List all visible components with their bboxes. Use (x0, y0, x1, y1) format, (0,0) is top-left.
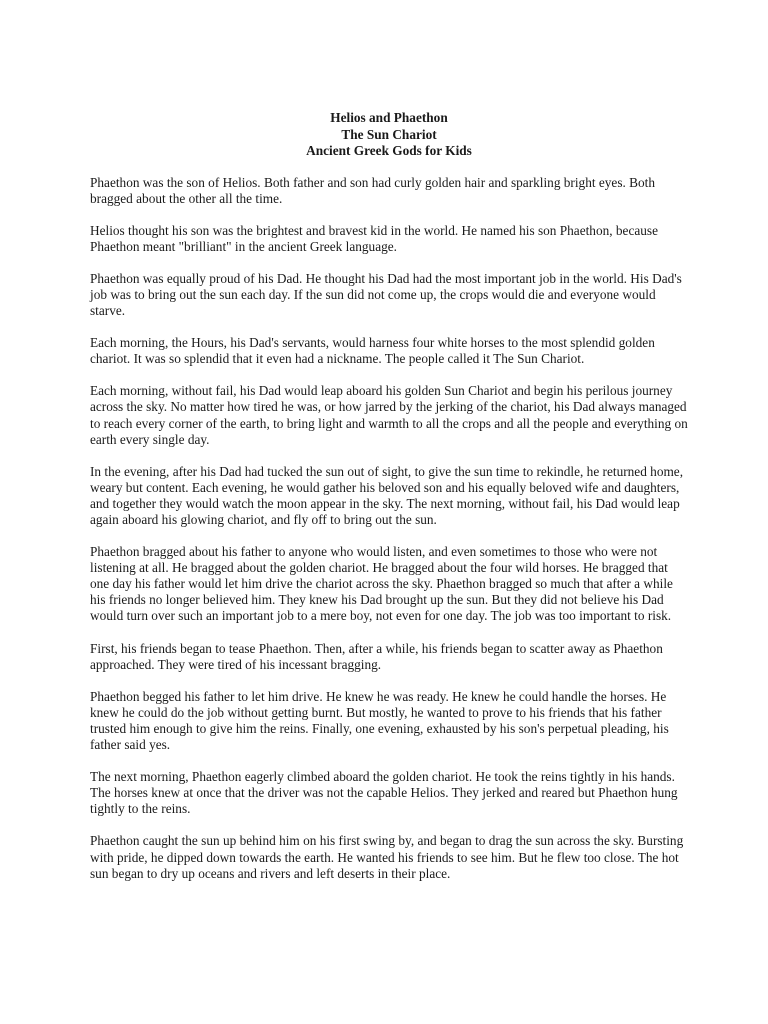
paragraph: First, his friends began to tease Phaethon. Then, after a while, his friends began to scatter away as Phaethon approached. They were tired of his incessant bragging. (90, 640, 663, 672)
document-page (90, 110, 688, 898)
paragraph: Helios thought his son was the brightest and bravest kid in the world. He named his son Phaethon, because Phaethon meant "brilliant" in the ancient Greek language. (90, 222, 658, 254)
paragraph: In the evening, after his Dad had tucked the sun out of sight, to give the sun time to rekindle, he returned home, weary but content. Each evening, he would gather his beloved son and his equally beloved wife and daughters, and together they would watch the moon appear in the sky. The next morning, without fail, his Dad would leap again aboard his glowing chariot, and fly off to bring out the sun. (90, 463, 684, 527)
paragraph: Phaethon begged his father to let him drive. He knew he was ready. He knew he could handle the horses. He knew he could do the job without getting burnt. But mostly, he wanted to prove to his friends that his father trusted him enough to give him the reins. Finally, one evening, exhausted by his son's perpetual pleading, his father said yes. (90, 688, 669, 753)
paragraph: Phaethon was equally proud of his Dad. He thought his Dad had the most important job in the world. His Dad's job was to bring out the sun each day. If the sun did not come up, the crops would die and everyone would starve. (90, 270, 682, 319)
document-subtitle: The Sun Chariot (341, 126, 437, 142)
paragraph: Each morning, the Hours, his Dad's servants, would harness four white horses to the most splendid golden chariot. It was so splendid that it even had a nickname. The people called it The Sun Chariot. (90, 335, 655, 367)
paragraph: Each morning, without fail, his Dad would leap aboard his golden Sun Chariot and begin his perilous journey across the sky. No matter how tired he was, or how jarred by the jerking of the chariot, his Dad always managed to reach every corner of the earth, to bring light and warmth to all the crops and all the people and everything on earth every single day. (90, 383, 688, 447)
paragraph: Phaethon caught the sun up behind him on his first swing by, and began to drag the sun across the sky. Bursting with pride, he dipped down towards the earth. He wanted his friends to see him. But he flew too close. The hot sun began to dry up oceans and rivers and left deserts in their place. (90, 833, 684, 881)
document-series-title: Ancient Greek Gods for Kids (306, 143, 472, 158)
document-title: Helios and Phaethon (330, 110, 448, 125)
paragraph: Phaethon was the son of Helios. Both father and son had curly golden hair and sparkling bright eyes. Both bragged about the other all the time. (90, 174, 656, 206)
paragraph: Phaethon bragged about his father to anyone who would listen, and even sometimes to those who were not listening at all. He bragged about the golden chariot. He bragged about the four wild horses. He bragged that one day his father would let him drive the chariot across the sky. Phaethon bragged so much that after a while his friends no longer believed him. They knew his Dad brought up the sun. But they did not believe his Dad would turn over such an important job to a mere boy, not even for one day. The job was too important to risk. (90, 544, 673, 624)
paragraph: The next morning, Phaethon eagerly climbed aboard the golden chariot. He took the reins tightly in his hands. The horses knew at once that the driver was not the capable Helios. They jerked and reared but Phaethon hung tightly to the reins. (90, 769, 678, 817)
document-title-block (90, 110, 688, 160)
